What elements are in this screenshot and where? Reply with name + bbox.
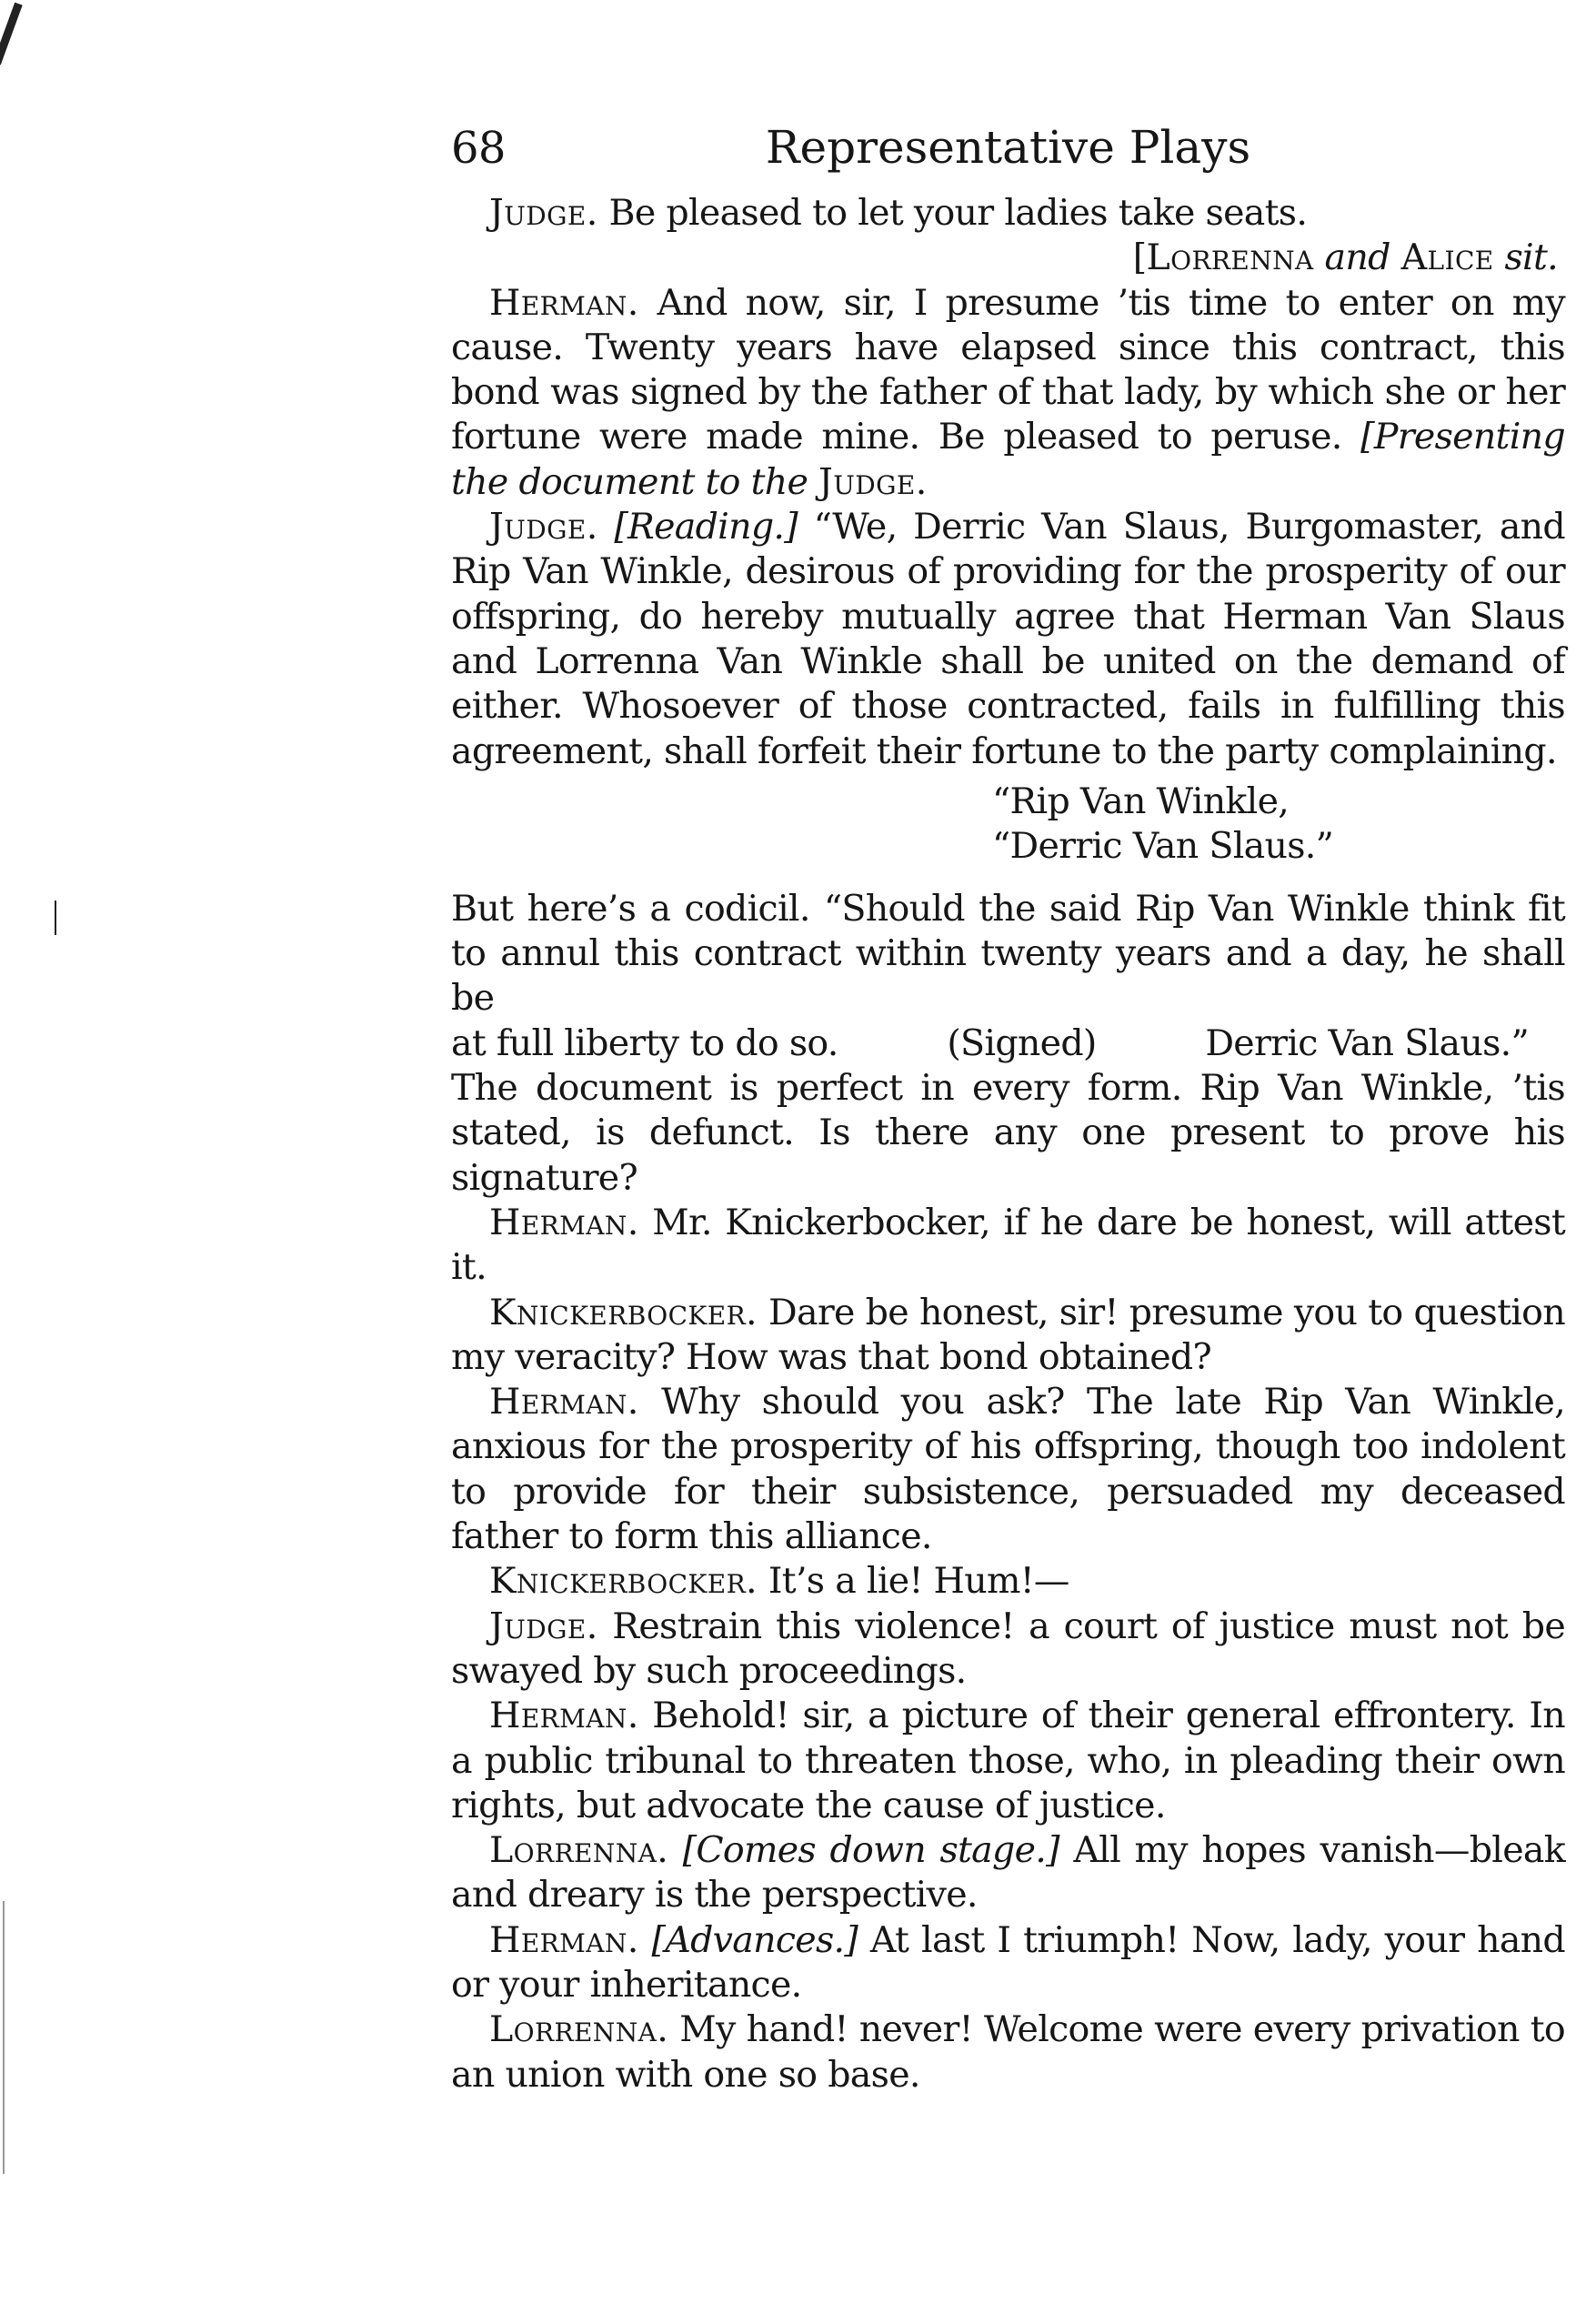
- page-header: [451, 121, 1565, 186]
- speech-text: My hand! never! Welcome were every privation to an union with one so base.: [451, 2008, 1565, 2096]
- speech-text: And now, sir, I presume ’tis time to enter on my cause. Twenty years have elapsed since this contract, this bond was signed by the father of that lady, by which she or her fortune were made mine. Be pleased to peruse.: [451, 281, 1565, 458]
- speaker-name: Knickerbocker.: [489, 1291, 758, 1333]
- speaker-name: Herman.: [489, 1381, 639, 1424]
- speaker-name: Herman.: [489, 281, 639, 324]
- speaker-name: Lorrenna.: [489, 1829, 669, 1872]
- scan-mark: [0, 3, 23, 65]
- speech-text: Behold! sir, a picture of their general effrontery. In a public tribunal to threaten those, who, in pleading their own rights, but advocate the cause of justice.: [451, 1695, 1565, 1826]
- speaker-name: Lorrenna.: [489, 2008, 669, 2051]
- speech-herman: Herman. And now, sir, I presume ’tis time to enter on my cause. Twenty years have elapsed since this contract, this bond was signed by the father of that lady, by which she or her fortune were made mine. Be pleased to peruse. [Presenting the document to the Judge.: [451, 281, 1565, 503]
- speech-knickerbocker: [451, 1291, 1565, 1381]
- scan-margin-line: [3, 1901, 5, 2174]
- speech-text: All my hopes vanish—bleak and dreary is the perspective.: [451, 1829, 1565, 1917]
- codicil-text: But here’s a codicil. “Should the said Rip Van Winkle think fit to annul this contract within twenty years and a day, he shall be: [451, 887, 1565, 1020]
- codicil-text: The document is perfect in every form. Rip Van Winkle, ’tis stated, is defunct. Is there any one present to prove his signature?: [451, 1067, 1565, 1199]
- speaker-name: Knickerbocker.: [489, 1560, 758, 1603]
- signature-line: “Derric Van Slaus.”: [992, 824, 1334, 867]
- codicil-signed-row: at full liberty to do so. (Signed) Derric Van Slaus.”: [451, 1021, 1529, 1064]
- speech-judge: [451, 505, 1565, 774]
- speech-judge: [451, 191, 1565, 236]
- speaker-name: Judge.: [489, 506, 598, 548]
- signature-block: [992, 780, 1565, 869]
- speech-knickerbocker: [451, 1559, 1565, 1604]
- speech-text: Why should you ask? The late Rip Van Winkle, anxious for the prosperity of his offspring, though too indolent to provide for their subsistence, persuaded my deceased father to form this alliance.: [451, 1381, 1565, 1558]
- stage-direction: [Presenting the document to the: [451, 416, 1565, 503]
- speech-herman: [451, 1918, 1565, 2008]
- speaker-name: Herman.: [489, 1695, 639, 1737]
- stage-direction: [Reading.]: [614, 506, 798, 548]
- speech-text: “We, Derric Van Slaus, Burgomaster, and Rip Van Winkle, desirous of providing for the prosperity of our offspring, do hereby mutually agree that Herman Van Slaus and Lorrenna Van Winkle shall be united on the demand of either. Whosoever of those contracted, fails in fulfilling this agreement, shall forfeit their fortune to the party complaining.: [451, 506, 1565, 772]
- speaker-name: Judge.: [489, 1605, 598, 1647]
- running-title: Representative Plays: [765, 121, 1251, 174]
- stage-direction: [Advances.]: [651, 1918, 858, 1961]
- speech-text: Restrain this violence! a court of justice must not be swayed by such proceedings.: [451, 1605, 1565, 1692]
- speech-text: At last I triumph! Now, lady, your hand or your inheritance.: [451, 1918, 1566, 2006]
- speech-text: Mr. Knickerbocker, if he dare be honest, will attest it.: [451, 1201, 1565, 1289]
- speaker-name: Herman.: [489, 1918, 639, 1961]
- page-number: 68: [451, 123, 506, 174]
- speech-text: Dare be honest, sir! presume you to question my veracity? How was that bond obtained?: [451, 1291, 1565, 1378]
- speech-herman: [451, 1380, 1565, 1559]
- speech-judge: [451, 1605, 1565, 1695]
- scan-margin-line: [55, 900, 56, 935]
- speaker-name: Judge.: [489, 192, 598, 234]
- book-page: [451, 121, 1566, 2098]
- speech-herman: [451, 1694, 1565, 1828]
- signature-line: “Rip Van Winkle,: [992, 780, 1290, 822]
- speaker-name: Herman.: [489, 1201, 639, 1243]
- speech-text: It’s a lie! Hum!—: [758, 1560, 1069, 1603]
- speech-lorrenna: [451, 1828, 1565, 1918]
- stage-direction: [Lorrenna and Alice sit.: [1132, 236, 1558, 279]
- speech-lorrenna: [451, 2007, 1565, 2098]
- speech-text: Be pleased to let your ladies take seats.: [597, 192, 1308, 234]
- stage-direction: [Comes down stage.]: [682, 1829, 1059, 1872]
- speech-herman: [451, 1201, 1565, 1291]
